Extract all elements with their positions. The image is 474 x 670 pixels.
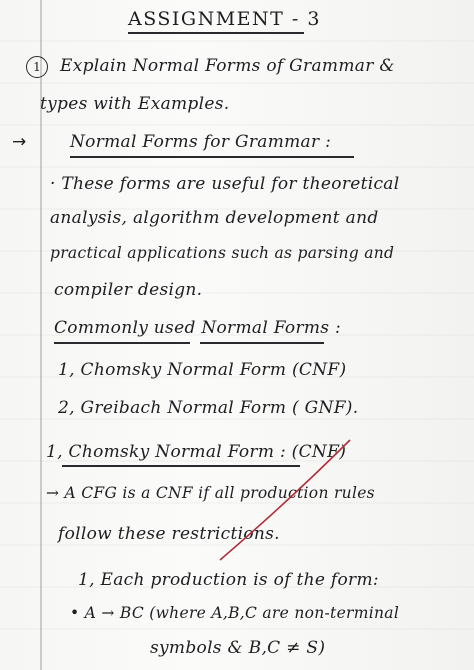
paragraph-line-3: practical applications such as parsing and: [50, 244, 395, 262]
cnf-heading: 1, Chomsky Normal Form : (CNF): [46, 442, 347, 462]
question-line-2: types with Examples.: [40, 94, 230, 114]
page-title: ASSIGNMENT - 3: [128, 8, 321, 30]
bullet-line-1: • A → BC (where A,B,C are non-terminal: [70, 604, 400, 622]
arrow-icon: →: [12, 132, 27, 152]
common-forms-heading: Commonly used Normal Forms :: [54, 318, 342, 338]
question-line-1: Explain Normal Forms of Grammar &: [60, 56, 395, 76]
section-heading: Normal Forms for Grammar :: [70, 132, 332, 152]
list-item: 2, Greibach Normal Form ( GNF).: [58, 398, 359, 418]
paragraph-line-4: compiler design.: [54, 280, 203, 300]
rule-line: 1, Each production is of the form:: [78, 570, 379, 590]
paragraph-line-2: analysis, algorithm development and: [50, 208, 379, 228]
question-number: 1: [26, 56, 48, 78]
list-item: 1, Chomsky Normal Form (CNF): [58, 360, 347, 380]
paragraph-line-1: · These forms are useful for theoretical: [50, 174, 400, 194]
bullet-line-2: symbols & B,C ≠ S): [150, 638, 326, 658]
cnf-definition-line-2: follow these restrictions.: [58, 524, 280, 544]
red-stroke-line: [220, 440, 350, 560]
cnf-definition-line-1: → A CFG is a CNF if all production rules: [46, 484, 375, 502]
